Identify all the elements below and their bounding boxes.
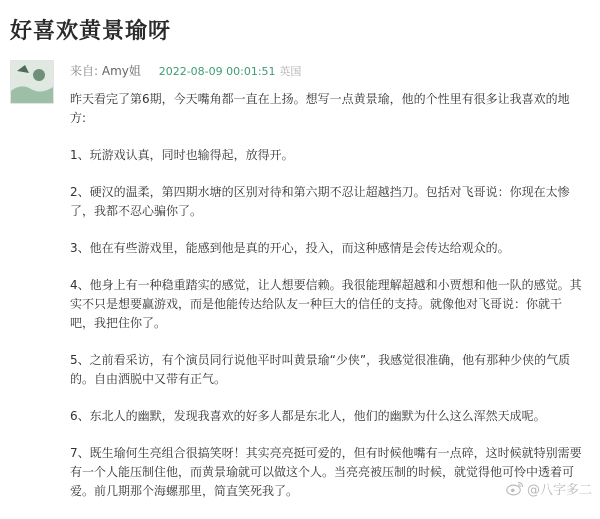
- paragraph-1: 1、玩游戏认真，同时也输得起，放得开。: [70, 148, 294, 162]
- post-meta: [70, 62, 301, 79]
- paragraph-intro: 昨天看完了第6期，今天嘴角都一直在上扬。想写一点黄景瑜，他的个性里有很多让我喜欢的地方:: [70, 92, 570, 125]
- weibo-logo-icon: [506, 481, 524, 496]
- paragraph-5: 5、之前看采访，有个演员同行说他平时叫黄景瑜“少侠”，我感觉很准确，他有那种少侠的气质的。自由洒脱中又带有正气。: [70, 353, 571, 386]
- paragraph-3: 3、他在有些游戏里，能感到他是真的开心，投入，而这种感情是会传达给观众的。: [70, 241, 510, 255]
- paragraph-2: 2、硬汉的温柔，第四期水塘的区别对待和第六期不忍让超越挡刀。包括对飞哥说：你现在太惨了，我都不忍心骗你了。: [70, 185, 570, 218]
- author-name[interactable]: Amy姐: [101, 64, 141, 78]
- watermark: [506, 479, 592, 498]
- avatar[interactable]: [10, 60, 54, 104]
- watermark-text: @八字多二: [526, 483, 592, 498]
- post-content: [70, 90, 582, 519]
- avatar-image-icon: [11, 61, 53, 103]
- post-datetime: 2022-08-09 00:01:51: [158, 65, 276, 78]
- paragraph-7: 7、既生瑜何生亮组合很搞笑呀！其实亮亮挺可爱的，但有时候他嘴有一点碎，这时候就特别需要有一个人能压制住他，而黄景瑜就可以做这个人。当亮亮被压制的时候，就觉得他可怜中透着可爱。前几期那个海螺那里，简直笑死我了。: [70, 446, 582, 498]
- page-title: 好喜欢黄景瑜呀: [10, 19, 172, 44]
- paragraph-4: 4、他身上有一种稳重踏实的感觉，让人想要信赖。我很能理解超越和小贾想和他一队的感觉。其实不只是想要赢游戏，而是他能传达给队友一种巨大的信任的支持。就像他对飞哥说：你就干吧，我把住你了。: [70, 278, 582, 330]
- post-location: 英国: [279, 65, 302, 78]
- paragraph-6: 6、东北人的幽默，发现我喜欢的好多人都是东北人，他们的幽默为什么这么浑然天成呢。: [70, 409, 546, 423]
- from-label: 来自:: [70, 64, 99, 78]
